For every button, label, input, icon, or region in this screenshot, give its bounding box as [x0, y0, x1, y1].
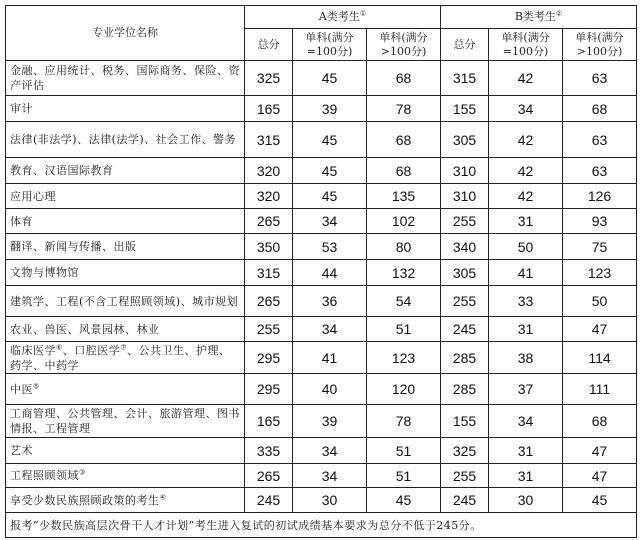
- a-single-eq: 39: [293, 405, 367, 438]
- b-total: 255: [441, 464, 489, 488]
- header-group-b: [441, 6, 637, 29]
- b-total: 245: [441, 317, 489, 342]
- b-single-gt: 68: [563, 405, 637, 438]
- header-b-total: 总分: [441, 29, 489, 61]
- a-single-gt: 51: [367, 317, 441, 342]
- table-row: [6, 374, 637, 405]
- b-single-gt: 75: [563, 234, 637, 260]
- major-name: 翻译、新闻与传播、出版: [6, 234, 245, 260]
- b-single-gt: 68: [563, 96, 637, 122]
- group-a-label: A类考生: [318, 10, 360, 23]
- note-marker: ③: [79, 468, 86, 477]
- a-single-gt: 51: [367, 464, 441, 488]
- major-name: 工程照顾领域③: [6, 464, 245, 488]
- major-name: 农业、兽医、风景园林、林业: [6, 317, 245, 342]
- b-single-gt: 123: [563, 260, 637, 286]
- b-single-eq: 42: [489, 61, 563, 96]
- a-single-eq: 36: [293, 286, 367, 317]
- group-b-note: ②: [555, 9, 563, 18]
- a-single-eq: 45: [293, 61, 367, 96]
- a-total: 315: [245, 260, 293, 286]
- table-row: [6, 96, 637, 122]
- a-single-eq: 45: [293, 184, 367, 209]
- b-total: 245: [441, 488, 489, 513]
- a-single-gt: 120: [367, 374, 441, 405]
- table-row: [6, 405, 637, 438]
- major-name: 建筑学、工程(不含工程照顾领域)、城市规划: [6, 286, 245, 317]
- footer-note: 报考“少数民族高层次骨干人才计划”考生进入复试的初试成绩基本要求为总分不低于245分。: [6, 513, 637, 538]
- b-total: 255: [441, 286, 489, 317]
- note-marker: ⑤: [33, 381, 40, 390]
- a-total: 255: [245, 317, 293, 342]
- table-row: [6, 61, 637, 96]
- b-single-eq: 38: [489, 342, 563, 374]
- b-single-gt: 63: [563, 61, 637, 96]
- a-single-gt: 54: [367, 286, 441, 317]
- a-single-eq: 34: [293, 317, 367, 342]
- a-total: 245: [245, 488, 293, 513]
- a-total: 315: [245, 122, 293, 158]
- b-total: 285: [441, 374, 489, 405]
- b-single-eq: 33: [489, 286, 563, 317]
- major-name: 应用心理: [6, 184, 245, 209]
- table-row: [6, 158, 637, 184]
- b-total: 155: [441, 405, 489, 438]
- a-single-gt: 68: [367, 122, 441, 158]
- table-row: [6, 286, 637, 317]
- b-single-eq: 31: [489, 317, 563, 342]
- b-single-gt: 111: [563, 374, 637, 405]
- a-single-gt: 78: [367, 96, 441, 122]
- a-single-eq: 40: [293, 374, 367, 405]
- footer-row: [6, 513, 637, 538]
- major-name: 临床医学⑥、口腔医学⑦、公共卫生、护理、药学、中药学: [6, 342, 245, 374]
- b-total: 255: [441, 209, 489, 234]
- b-single-eq: 41: [489, 260, 563, 286]
- major-name: 审计: [6, 96, 245, 122]
- b-single-eq: 42: [489, 122, 563, 158]
- a-single-eq: 34: [293, 209, 367, 234]
- a-single-gt: 51: [367, 438, 441, 464]
- b-total: 305: [441, 260, 489, 286]
- b-total: 315: [441, 61, 489, 96]
- table-row: [6, 317, 637, 342]
- major-name: 艺术: [6, 438, 245, 464]
- a-total: 320: [245, 184, 293, 209]
- a-total: 295: [245, 374, 293, 405]
- table-row: [6, 342, 637, 374]
- major-name: 中医⑤: [6, 374, 245, 405]
- b-single-eq: 31: [489, 438, 563, 464]
- note-marker: ④: [159, 492, 167, 501]
- b-single-gt: 63: [563, 122, 637, 158]
- a-single-gt: 135: [367, 184, 441, 209]
- table-row: [6, 209, 637, 234]
- b-single-gt: 45: [563, 488, 637, 513]
- a-single-gt: 123: [367, 342, 441, 374]
- b-total: 155: [441, 96, 489, 122]
- a-single-eq: 34: [293, 438, 367, 464]
- table-row: [6, 438, 637, 464]
- b-single-eq: 30: [489, 488, 563, 513]
- group-a-note: ①: [359, 9, 367, 18]
- table-row: [6, 234, 637, 260]
- b-total: 285: [441, 342, 489, 374]
- header-b-single-eq: 单科(满分 =100分): [489, 29, 563, 61]
- b-single-gt: 126: [563, 184, 637, 209]
- a-total: 320: [245, 158, 293, 184]
- a-total: 350: [245, 234, 293, 260]
- b-single-eq: 34: [489, 405, 563, 438]
- b-single-eq: 37: [489, 374, 563, 405]
- major-name: 教育、汉语国际教育: [6, 158, 245, 184]
- a-single-gt: 102: [367, 209, 441, 234]
- a-single-eq: 34: [293, 464, 367, 488]
- a-total: 265: [245, 209, 293, 234]
- a-single-gt: 80: [367, 234, 441, 260]
- b-single-eq: 50: [489, 234, 563, 260]
- b-total: 305: [441, 122, 489, 158]
- b-single-eq: 34: [489, 96, 563, 122]
- score-requirements-table: [5, 5, 637, 538]
- table-row: [6, 488, 637, 513]
- b-single-eq: 31: [489, 464, 563, 488]
- header-b-single-gt: 单科(满分 >100分): [563, 29, 637, 61]
- group-b-label: B类考生: [514, 10, 556, 23]
- b-total: 325: [441, 438, 489, 464]
- a-single-eq: 41: [293, 342, 367, 374]
- table-row: [6, 184, 637, 209]
- a-single-gt: 68: [367, 61, 441, 96]
- b-single-eq: 31: [489, 209, 563, 234]
- header-a-single-gt: 单科(满分 >100分): [367, 29, 441, 61]
- b-single-eq: 42: [489, 184, 563, 209]
- major-name: 享受少数民族照顾政策的考生④: [6, 488, 245, 513]
- major-name: 工商管理、公共管理、会计、旅游管理、图书情报、工程管理: [6, 405, 245, 438]
- table-row: [6, 464, 637, 488]
- b-total: 340: [441, 234, 489, 260]
- a-single-gt: 45: [367, 488, 441, 513]
- a-single-eq: 45: [293, 122, 367, 158]
- a-single-eq: 53: [293, 234, 367, 260]
- a-single-eq: 44: [293, 260, 367, 286]
- b-total: 310: [441, 158, 489, 184]
- a-total: 325: [245, 61, 293, 96]
- note-marker: ⑦: [120, 342, 128, 351]
- table-row: [6, 122, 637, 158]
- header-group-a: [245, 6, 441, 29]
- header-major-name: 专业学位名称: [6, 6, 245, 61]
- a-total: 335: [245, 438, 293, 464]
- major-name: 文物与博物馆: [6, 260, 245, 286]
- major-name: 法律(非法学)、法律(法学)、社会工作、警务: [6, 122, 245, 158]
- header-a-single-eq: 单科(满分 =100分): [293, 29, 367, 61]
- major-name: 金融、应用统计、税务、国际商务、保险、资产评估: [6, 61, 245, 96]
- major-name: 体育: [6, 209, 245, 234]
- a-single-eq: 39: [293, 96, 367, 122]
- a-single-gt: 78: [367, 405, 441, 438]
- b-single-gt: 114: [563, 342, 637, 374]
- b-single-gt: 47: [563, 317, 637, 342]
- a-single-gt: 132: [367, 260, 441, 286]
- b-single-gt: 63: [563, 158, 637, 184]
- table-row: [6, 260, 637, 286]
- a-single-eq: 30: [293, 488, 367, 513]
- b-single-gt: 47: [563, 464, 637, 488]
- header-a-total: 总分: [245, 29, 293, 61]
- a-total: 295: [245, 342, 293, 374]
- a-total: 265: [245, 286, 293, 317]
- a-total: 265: [245, 464, 293, 488]
- a-total: 165: [245, 405, 293, 438]
- a-single-gt: 68: [367, 158, 441, 184]
- b-single-eq: 42: [489, 158, 563, 184]
- b-single-gt: 50: [563, 286, 637, 317]
- b-single-gt: 47: [563, 438, 637, 464]
- b-total: 310: [441, 184, 489, 209]
- note-marker: ⑥: [56, 342, 63, 351]
- a-single-eq: 45: [293, 158, 367, 184]
- a-total: 165: [245, 96, 293, 122]
- b-single-gt: 93: [563, 209, 637, 234]
